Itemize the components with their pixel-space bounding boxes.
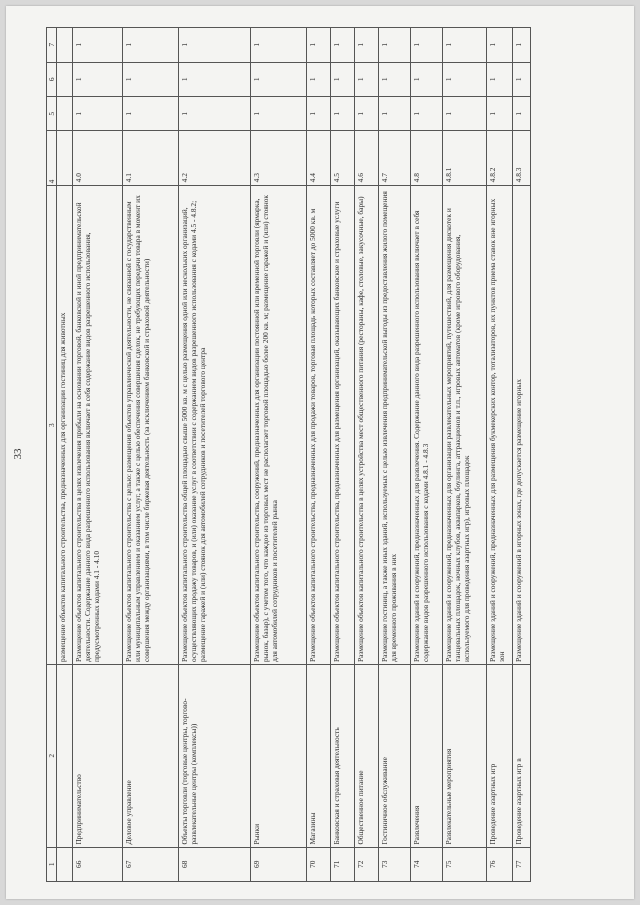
use-description-cell: Размещение объектов капитального строительства в целях устройства мест общественного питания (рестораны, кафе, столовые, закусочные, бары): [355, 186, 379, 665]
zone-value-cell: 1: [331, 62, 355, 96]
rotated-content: [6, 14, 626, 894]
header-cell: 5: [47, 96, 57, 130]
use-name-cell: Развлекательные мероприятия: [443, 665, 487, 848]
zone-value-cell: 1: [379, 28, 411, 63]
use-code-cell: 4.5: [331, 131, 355, 186]
use-name-cell: Проведение азартных игр: [487, 665, 513, 848]
row-number-cell: 74: [411, 847, 443, 881]
table-row: [179, 28, 251, 882]
use-description-cell: Размещение объектов капитального строительства общей площадью свыше 5000 кв. м с целью размещения одной или нескольких организаций, осуществляющих продажу товаров, и (или) оказание услуг в соответствии с содержанием видов разрешенного использования с кодами 4.5 - 4.8.2; размещение гаражей и (или) стоянок для автомобилей сотрудников и посетителей торгового центра: [179, 186, 251, 665]
header-cell: 7: [47, 28, 57, 63]
use-description-cell: Размещение гостиниц, а также иных зданий, используемых с целью извлечения предпринимательской выгоды из предоставления жилого помещения для временного проживания в них: [379, 186, 411, 665]
scanned-page: [6, 6, 634, 899]
zone-value-cell: 1: [355, 62, 379, 96]
row-number-cell: 76: [487, 847, 513, 881]
use-code-cell: 4.0: [73, 131, 123, 186]
use-description-cell: Размещение объектов капитального строительства, предназначенных для размещения организаций, оказывающих банковские и страховые услуги: [331, 186, 355, 665]
zone-value-cell: 1: [443, 28, 487, 63]
use-code-cell: 4.8.2: [487, 131, 513, 186]
zone-value-cell: [57, 28, 73, 63]
row-number-cell: 68: [179, 847, 251, 881]
row-number-cell: 70: [307, 847, 331, 881]
use-description-cell: размещение объектов капитального строительства, предназначенных для организации гостиниц для животных: [57, 186, 73, 665]
use-code-cell: 4.4: [307, 131, 331, 186]
zone-value-cell: [57, 62, 73, 96]
use-name-cell: Магазины: [307, 665, 331, 848]
zone-value-cell: 1: [179, 62, 251, 96]
use-code-cell: 4.8.1: [443, 131, 487, 186]
use-code-cell: 4.8: [411, 131, 443, 186]
zone-value-cell: 1: [487, 96, 513, 130]
zone-value-cell: 1: [123, 62, 179, 96]
zone-value-cell: 1: [73, 62, 123, 96]
table-row: [331, 28, 355, 882]
use-code-cell: 4.1: [123, 131, 179, 186]
zone-value-cell: 1: [123, 28, 179, 63]
zone-value-cell: 1: [487, 28, 513, 63]
use-description-cell: Размещение объектов капитального строительства с целью: размещения объектов управленческой деятельности, не связанной с государственным или муниципальным управлением и оказанием услуг, а также с целью обеспечения совершения сделок, не требующих передачи товара в момент их совершения между организациями, в том числе биржевая деятельность (за исключением банковской и страховой деятельности): [123, 186, 179, 665]
zone-value-cell: 1: [73, 96, 123, 130]
table-row: [251, 28, 307, 882]
row-number-cell: 69: [251, 847, 307, 881]
zone-value-cell: 1: [379, 96, 411, 130]
zone-value-cell: 1: [487, 62, 513, 96]
zone-value-cell: 1: [73, 28, 123, 63]
header-cell: 4: [47, 131, 57, 186]
use-name-cell: Проведение азартных игр в: [513, 665, 531, 848]
table-row: [379, 28, 411, 882]
zone-value-cell: [57, 96, 73, 130]
use-description-cell: Размещение объектов капитального строительства, сооружений, предназначенных для организации постоянной или временной торговли (ярмарка, рынок, базар), с учетом того, что каждое из торговых мест не располагает торговой площадью более 200 кв. м; размещение гаражей и (или) стоянок для автомобилей сотрудников и посетителей рынка: [251, 186, 307, 665]
use-name-cell: Развлечения: [411, 665, 443, 848]
page-number: 33: [12, 448, 24, 460]
zone-value-cell: 1: [251, 28, 307, 63]
row-number-cell: 66: [73, 847, 123, 881]
row-number-cell: 77: [513, 847, 531, 881]
use-code-cell: 4.3: [251, 131, 307, 186]
use-code-cell: 4.8.3: [513, 131, 531, 186]
use-description-cell: Размещение зданий и сооружений, предназначенных для организации развлекательных мероприятий, путешествий, для размещения дискотек и танцевальных площадок, ночных клубов, аквапарков, боулинга, аттракционов и т.п., игровых автоматов (кроме игрового оборудования, используемого для проведения азартных игр), игровых площадок: [443, 186, 487, 665]
zone-value-cell: 1: [331, 96, 355, 130]
zone-value-cell: 1: [443, 62, 487, 96]
header-cell: 6: [47, 62, 57, 96]
zone-value-cell: 1: [179, 96, 251, 130]
zone-value-cell: 1: [355, 96, 379, 130]
use-name-cell: Рынки: [251, 665, 307, 848]
use-name-cell: Предпринимательство: [73, 665, 123, 848]
table-row: [411, 28, 443, 882]
header-cell: 2: [47, 665, 57, 848]
use-name-cell: Гостиничное обслуживание: [379, 665, 411, 848]
use-name-cell: Банковская и страховая деятельность: [331, 665, 355, 848]
zone-value-cell: 1: [411, 62, 443, 96]
row-number-cell: [57, 847, 73, 881]
zone-value-cell: 1: [379, 62, 411, 96]
use-description-cell: Размещение объектов капитального строительства в целях извлечения прибыли на основании торговой, банковской и иной предпринимательской деятельности. Содержание данного вида разрешенного использования включает в себя содержание видов разрешенного использования, предусмотренных кодами 4.1 - 4.10: [73, 186, 123, 665]
table-row: [513, 28, 531, 882]
use-name-cell: Деловое управление: [123, 665, 179, 848]
use-code-cell: 4.2: [179, 131, 251, 186]
use-name-cell: Общественное питание: [355, 665, 379, 848]
table-row: [73, 28, 123, 882]
zone-value-cell: 1: [411, 28, 443, 63]
header-cell: 3: [47, 186, 57, 665]
use-name-cell: [57, 665, 73, 848]
zone-value-cell: 1: [307, 62, 331, 96]
use-code-cell: [57, 131, 73, 186]
zone-value-cell: 1: [179, 28, 251, 63]
row-number-cell: 73: [379, 847, 411, 881]
land-use-table: [46, 27, 531, 882]
use-description-cell: Размещение объектов капитального строительства, предназначенных для продажи товаров, торговая площадь которых составляет до 5000 кв. м: [307, 186, 331, 665]
use-description-cell: Размещение зданий и сооружений, предназначенных для развлечения. Содержание данного вида разрешенного использования включает в себя содержание видов разрешенного использования с кодами 4.8.1 - 4.8.3: [411, 186, 443, 665]
row-number-cell: 71: [331, 847, 355, 881]
zone-value-cell: 1: [251, 62, 307, 96]
zone-value-cell: 1: [411, 96, 443, 130]
zone-value-cell: 1: [513, 28, 531, 63]
header-cell: 1: [47, 847, 57, 881]
zone-value-cell: 1: [513, 62, 531, 96]
row-number-cell: 75: [443, 847, 487, 881]
table-row: [57, 28, 73, 882]
row-number-cell: 67: [123, 847, 179, 881]
use-description-cell: Размещение зданий и сооружений в игорных зонах, где допускается размещение игорных: [513, 186, 531, 665]
zone-value-cell: 1: [123, 96, 179, 130]
zone-value-cell: 1: [307, 28, 331, 63]
table-header-row: [47, 28, 57, 882]
use-description-cell: Размещение зданий и сооружений, предназначенных для размещения букмекерских контор, тотализаторов, их пунктов приема ставок вне игорных зон: [487, 186, 513, 665]
zone-value-cell: 1: [307, 96, 331, 130]
use-code-cell: 4.7: [379, 131, 411, 186]
table-row: [123, 28, 179, 882]
row-number-cell: 72: [355, 847, 379, 881]
use-code-cell: 4.6: [355, 131, 379, 186]
zone-value-cell: 1: [355, 28, 379, 63]
zone-value-cell: 1: [331, 28, 355, 63]
table-row: [487, 28, 513, 882]
table-row: [307, 28, 331, 882]
use-name-cell: Объекты торговли (торговые центры, торгово-развлекательные центры (комплексы)): [179, 665, 251, 848]
zone-value-cell: 1: [513, 96, 531, 130]
table-row: [355, 28, 379, 882]
zone-value-cell: 1: [443, 96, 487, 130]
table-row: [443, 28, 487, 882]
zone-value-cell: 1: [251, 96, 307, 130]
